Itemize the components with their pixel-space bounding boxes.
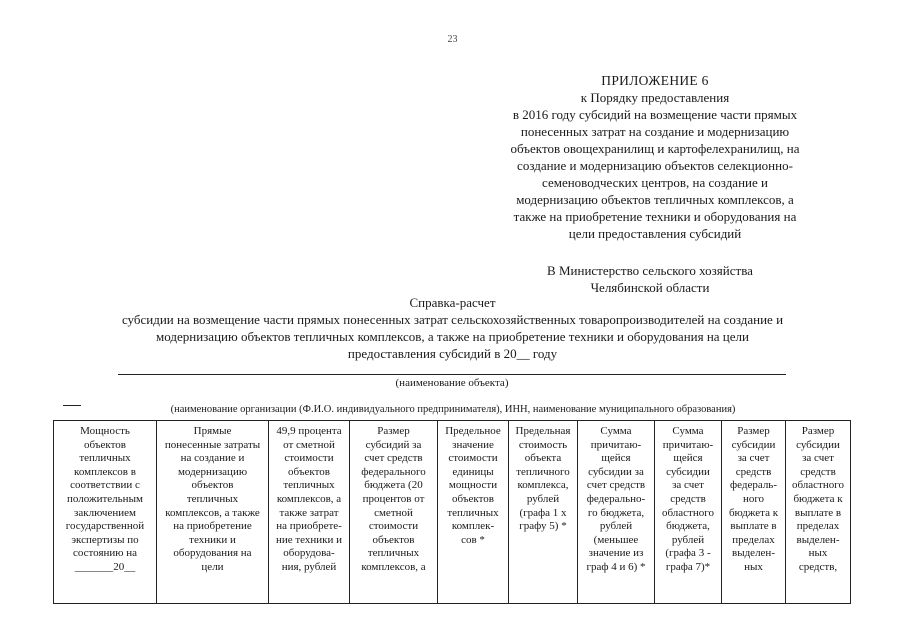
column-header-text: Размер субсидии за счет средств федераль- ного бюджета к выплате в пределах выделен- ных [728, 425, 779, 573]
column-header [350, 421, 438, 604]
appendix-line: создание и модернизацию объектов селекционно- [517, 158, 793, 173]
column-header-text: Сумма причитаю- щейся субсидии за счет средств областного бюджета, рублей (графа 3 - графа 7)* [661, 425, 714, 573]
recipient-block [510, 262, 790, 296]
column-header-text: 49,9 процента от сметной стоимости объектов тепличных комплексов, а также затрат на приобрете- ние техники и оборудова- ния, рублей [275, 425, 343, 573]
appendix-header [485, 72, 825, 242]
document-subtitle-line: модернизацию объектов тепличных комплексов, а также на приобретение техники и оборудования на цели [156, 329, 749, 344]
column-header-text: Сумма причитаю- щейся субсидии за счет средств федерально- го бюджета, рублей (меньшее значение из граф 4 и 6) * [586, 425, 646, 573]
organization-caption: (наименование организации (Ф.И.О. индивидуального предпринимателя), ИНН, наименование муниципального образования) [170, 404, 736, 415]
column-header [509, 421, 578, 604]
appendix-line: семеноводческих центров, на создание и [542, 175, 768, 190]
column-header [54, 421, 157, 604]
column-header [157, 421, 269, 604]
object-name-caption: (наименование объекта) [395, 377, 509, 389]
object-name-line [118, 374, 786, 375]
appendix-line: в 2016 году субсидий на возмещение части прямых [512, 107, 798, 122]
subsidy-calculation-table [53, 420, 851, 604]
appendix-line: модернизацию объектов тепличных комплексов, а [516, 192, 794, 207]
appendix-title: ПРИЛОЖЕНИЕ 6 [601, 73, 709, 88]
document-subtitle-line: предоставления субсидий в 20__ году [347, 346, 558, 361]
column-header-text: Мощность объектов тепличных комплексов в соответствии с положительным заключением государственной экспертизы по состоянию на _______20__ [65, 425, 145, 573]
appendix-line: к Порядку предоставления [580, 90, 730, 105]
appendix-line: цели предоставления субсидий [568, 226, 742, 241]
document-subtitle-line: субсидии на возмещение части прямых понесенных затрат сельскохозяйственных товаропроизводителей на создание и [121, 312, 784, 327]
column-header [655, 421, 722, 604]
recipient-line: Челябинской области [590, 280, 710, 295]
appendix-line: понесенных затрат на создание и модернизацию [520, 124, 790, 139]
column-header [269, 421, 350, 604]
appendix-line: также на приобретение техники и оборудования на [513, 209, 797, 224]
column-header [722, 421, 786, 604]
table-header-row [54, 421, 851, 604]
column-header-text: Размер субсидии за счет средств областного бюджета к выплате в пределах выделен- ных средств, [791, 425, 844, 573]
column-header-text: Размер субсидий за счет средств федерального бюджета (20 процентов от сметной стоимости объектов тепличных комплексов, а [361, 425, 426, 573]
column-header [438, 421, 509, 604]
column-header-text: Предельная стоимость объекта тепличного комплекса, рублей (графа 1 x графу 5) * [515, 425, 571, 533]
document-heading [40, 294, 865, 362]
page-number: 23 [447, 34, 458, 45]
column-header-text: Предельное значение стоимости единицы мощности объектов тепличных комплек- сов * [445, 425, 501, 546]
column-header-text: Прямые понесенные затраты на создание и модернизацию объектов тепличных комплексов, а также на приобретение техники и оборудования на цели [164, 425, 261, 573]
document-title: Справка-расчет [409, 295, 496, 310]
column-header [578, 421, 655, 604]
column-header [786, 421, 851, 604]
recipient-line: В Министерство сельского хозяйства [547, 263, 753, 278]
appendix-line: объектов овощехранилищ и картофелехранилищ, на [510, 141, 800, 156]
